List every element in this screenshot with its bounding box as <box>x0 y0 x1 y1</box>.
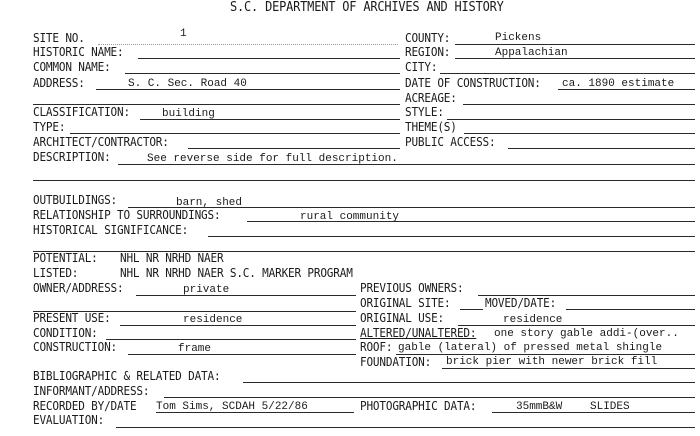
photographic-label: PHOTOGRAPHIC DATA: <box>360 399 477 413</box>
photographic-count-value: 35mmB&W <box>516 401 563 413</box>
condition-label: CONDITION: <box>33 326 98 340</box>
present-use-value: residence <box>183 314 243 326</box>
roof-value: gable (lateral) of pressed metal shingle <box>398 342 663 354</box>
style-label: STYLE: <box>405 105 444 119</box>
altered-label: ALTERED/UNALTERED: <box>360 326 477 340</box>
historic-name-line <box>138 58 400 59</box>
description-value: See reverse side for full description. <box>147 153 398 165</box>
moved-date-line <box>566 309 695 310</box>
potential-options: NHL NR NRHD NAER <box>120 251 224 265</box>
city-label: CITY: <box>405 60 438 74</box>
relationship-value: rural community <box>300 211 400 223</box>
county-line <box>455 44 695 45</box>
potential-label: POTENTIAL: <box>33 251 98 265</box>
owner-label: OWNER/ADDRESS: <box>33 281 124 295</box>
site-no-line <box>98 44 398 45</box>
construction-label: CONSTRUCTION: <box>33 340 118 354</box>
foundation-line <box>442 368 695 369</box>
construction-line <box>128 354 356 355</box>
region-label: REGION: <box>405 45 451 59</box>
relationship-label: RELATIONSHIP TO SURROUNDINGS: <box>33 208 221 222</box>
original-site-line <box>460 309 483 310</box>
architect-label: ARCHITECT/CONTRACTOR: <box>33 135 169 149</box>
roof-label: ROOF: <box>360 340 393 354</box>
historical-significance-label: HISTORICAL SIGNIFICANCE: <box>33 223 189 237</box>
bibliographic-line <box>243 382 695 383</box>
classification-label: CLASSIFICATION: <box>33 105 130 119</box>
style-line <box>447 119 695 120</box>
previous-owners-label: PREVIOUS OWNERS: <box>360 281 464 295</box>
region-line <box>455 58 695 59</box>
original-use-value: residence <box>503 314 563 326</box>
outbuildings-label: OUTBUILDINGS: <box>33 193 118 207</box>
listed-label: LISTED: <box>33 266 79 280</box>
foundation-value: brick pier with newer brick fill <box>446 356 658 368</box>
classification-line <box>140 119 400 120</box>
description-line-2 <box>33 180 695 181</box>
recorded-by-label: RECORDED BY/DATE <box>33 399 137 413</box>
altered-value: one story gable addi-(over.. <box>494 328 679 340</box>
historic-name-label: HISTORIC NAME: <box>33 45 124 59</box>
relationship-line <box>247 221 695 222</box>
address-label: ADDRESS: <box>33 76 85 90</box>
photographic-type-value: SLIDES <box>590 401 630 413</box>
original-use-label: ORIGINAL USE: <box>360 311 445 325</box>
date-of-construction-line <box>558 89 695 90</box>
listed-options: NHL NR NRHD NAER S.C. MARKER PROGRAM <box>120 266 353 280</box>
original-use-line <box>458 325 695 326</box>
bibliographic-label: BIBLIOGRAPHIC & RELATED DATA: <box>33 369 221 383</box>
address-value: S. C. Sec. Road 40 <box>128 78 247 90</box>
construction-value: frame <box>178 343 212 355</box>
site-no-label: SITE NO. <box>33 31 85 45</box>
owner-value: private <box>183 284 230 296</box>
common-name-label: COMMON NAME: <box>33 60 111 74</box>
condition-line <box>106 339 356 340</box>
present-use-label: PRESENT USE: <box>33 311 111 325</box>
moved-date-label: MOVED/DATE: <box>485 296 557 310</box>
informant-label: INFORMANT/ADDRESS: <box>33 384 150 398</box>
public-access-label: PUBLIC ACCESS: <box>405 135 496 149</box>
type-label: TYPE: <box>33 120 66 134</box>
date-of-construction-value: ca. 1890 estimate <box>562 78 675 90</box>
foundation-label: FOUNDATION: <box>360 355 432 369</box>
architect-line <box>188 148 400 149</box>
region-value: Appalachian <box>495 47 568 59</box>
recorded-by-line <box>156 412 354 413</box>
acreage-label: ACREAGE: <box>405 91 457 105</box>
historical-significance-line <box>208 236 695 237</box>
common-name-line <box>125 73 400 74</box>
city-line <box>440 73 695 74</box>
photographic-line <box>492 412 695 413</box>
theme-line <box>464 133 695 134</box>
classification-value: building <box>162 108 215 120</box>
roof-line <box>396 354 695 355</box>
form-title: S.C. DEPARTMENT OF ARCHIVES AND HISTORY <box>230 0 504 15</box>
original-site-label: ORIGINAL SITE: <box>360 296 451 310</box>
outbuildings-value: barn, shed <box>176 197 243 209</box>
theme-label: THEME(S) <box>405 120 457 134</box>
evaluation-line <box>116 427 695 428</box>
address-line <box>96 89 400 90</box>
informant-line <box>164 397 695 398</box>
description-label: DESCRIPTION: <box>33 150 111 164</box>
site-no-value: 1 <box>180 28 187 40</box>
public-access-line <box>508 148 695 149</box>
date-of-construction-label: DATE OF CONSTRUCTION: <box>405 76 541 90</box>
recorded-by-value: Tom Sims, SCDAH 5/22/86 <box>156 401 308 413</box>
present-use-line <box>120 325 356 326</box>
evaluation-label: EVALUATION: <box>33 413 105 427</box>
type-line <box>70 133 400 134</box>
owner-line <box>136 295 356 296</box>
acreage-line <box>463 104 695 105</box>
county-label: COUNTY: <box>405 31 451 45</box>
description-line <box>118 164 695 165</box>
county-value: Pickens <box>495 32 542 44</box>
